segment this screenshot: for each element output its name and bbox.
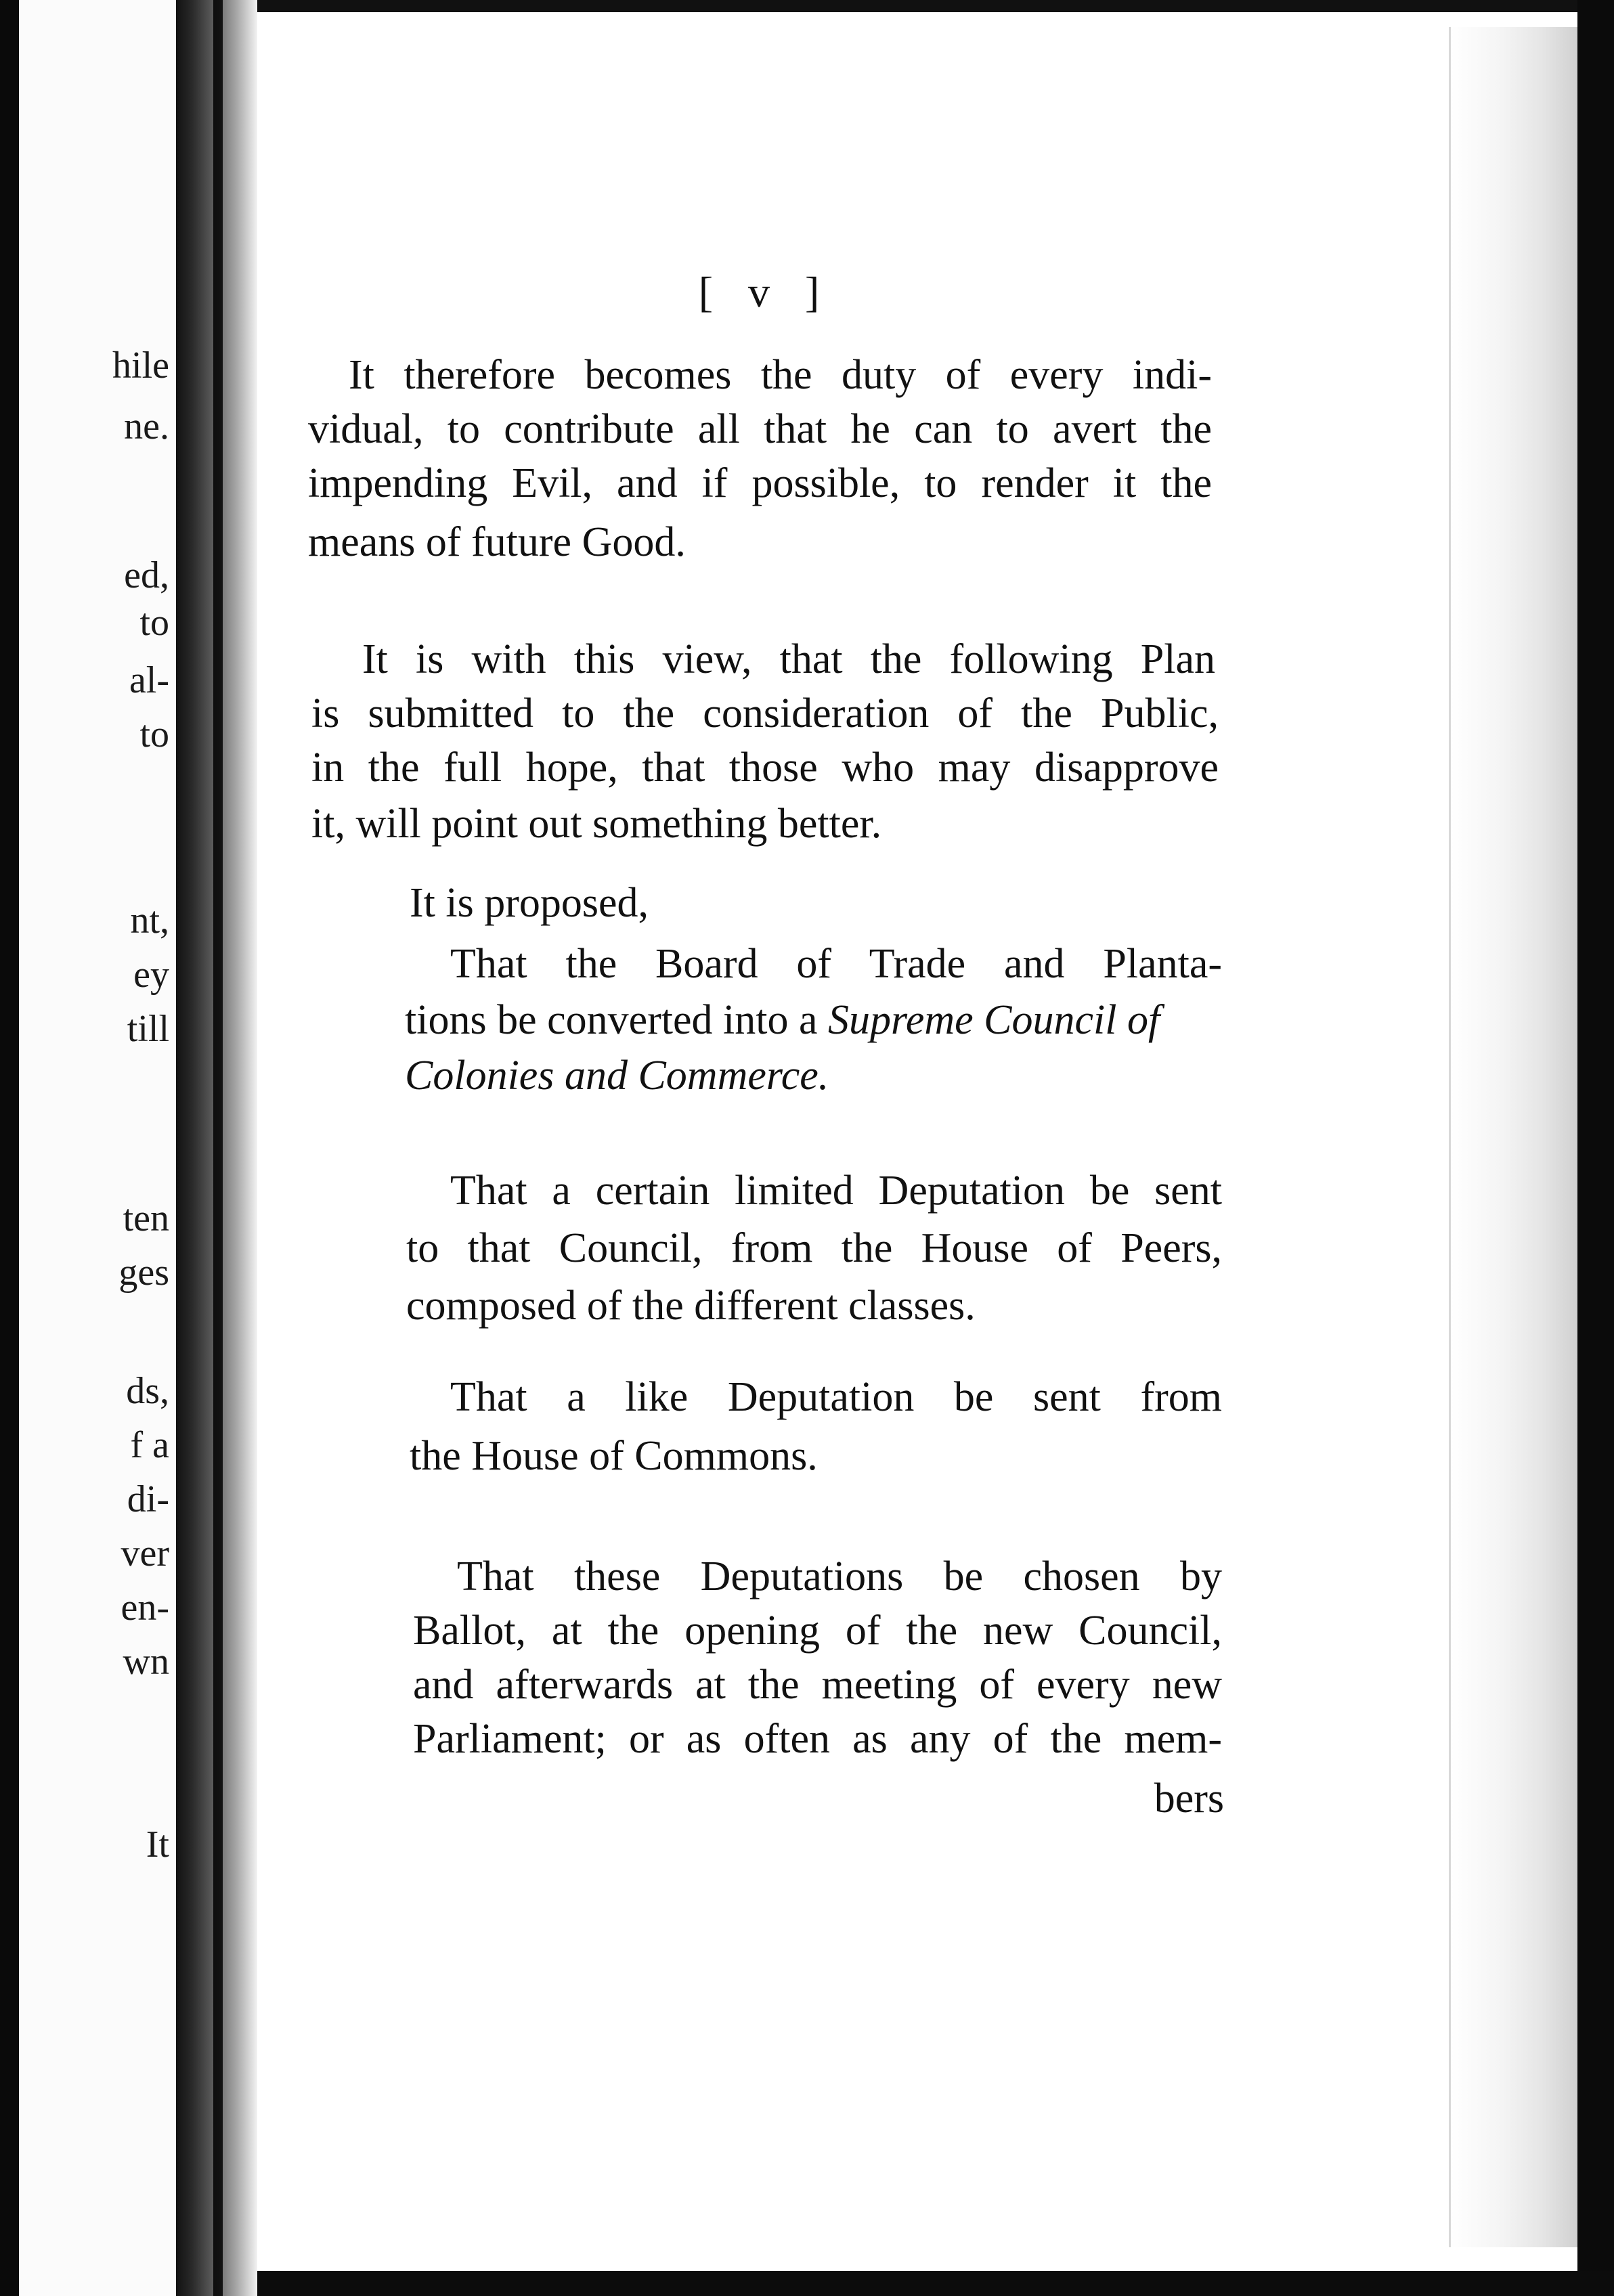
prev-fragment-line: to — [139, 713, 169, 755]
prev-fragment-line: al- — [129, 659, 169, 701]
catchword: bers — [1154, 1775, 1224, 1822]
body-line: impending Evil, and if possible, to render it the — [308, 460, 1212, 506]
body-line: It is proposed, — [410, 880, 649, 926]
body-line: It therefore becomes the duty of every indi- — [349, 352, 1212, 398]
body-line: Ballot, at the opening of the new Council, — [413, 1608, 1222, 1654]
spine-fold-shadow — [213, 0, 223, 2296]
prev-fragment-line: en- — [121, 1587, 169, 1629]
bottom-scan-border — [257, 2271, 1614, 2296]
prev-fragment-line: di- — [127, 1478, 169, 1520]
body-line: to that Council, from the House of Peers, — [406, 1225, 1222, 1271]
prev-fragment-line: ten — [123, 1197, 169, 1239]
prev-fragment-line: hile — [112, 345, 169, 387]
body-line-italic: Colonies and Commerce. — [405, 1053, 829, 1099]
prev-fragment-line: nt, — [130, 900, 169, 942]
prev-fragment-line: ne. — [124, 405, 169, 447]
body-line — [405, 994, 1160, 1046]
body-line-roman: tions be converted into a — [405, 997, 828, 1043]
body-line: means of future Good. — [308, 519, 686, 565]
body-line-italic: Supreme Council of — [828, 997, 1160, 1043]
body-line: That these Deputations be chosen by — [457, 1553, 1222, 1599]
prev-fragment-line: to — [139, 602, 169, 644]
body-line: composed of the different classes. — [406, 1283, 976, 1329]
body-line: in the full hope, that those who may disapprove — [311, 745, 1219, 791]
prev-fragment-line: ges — [118, 1252, 169, 1294]
page-right-edge — [1449, 27, 1579, 2247]
prev-fragment-line: ver — [121, 1532, 169, 1574]
body-line: That a like Deputation be sent from — [450, 1374, 1222, 1420]
prev-fragment-line: ed, — [124, 554, 169, 596]
prev-fragment-line: It — [146, 1824, 169, 1866]
prev-fragment-line: f a — [130, 1424, 169, 1466]
right-scan-border — [1577, 0, 1614, 2296]
body-line: Parliament; or as often as any of the mem- — [413, 1716, 1222, 1762]
top-scan-border — [257, 0, 1614, 12]
body-line: That a certain limited Deputation be sent — [450, 1168, 1222, 1214]
left-scan-border — [0, 0, 19, 2296]
body-line: it, will point out something better. — [311, 801, 882, 847]
prev-fragment-line: wn — [123, 1641, 169, 1683]
page-number-header: [ v ] — [698, 268, 832, 316]
body-line: is submitted to the consideration of the Public, — [311, 690, 1219, 736]
previous-page-fragment — [19, 0, 176, 2296]
body-line: It is with this view, that the following Plan — [362, 636, 1215, 682]
prev-fragment-line: till — [127, 1008, 169, 1050]
body-line: the House of Commons. — [410, 1433, 818, 1479]
main-page — [257, 0, 1564, 2296]
body-line: That the Board of Trade and Planta- — [450, 941, 1222, 987]
body-line: and afterwards at the meeting of every new — [413, 1662, 1222, 1708]
body-line: vidual, to contribute all that he can to avert the — [308, 406, 1212, 452]
prev-fragment-line: ey — [133, 954, 169, 996]
prev-fragment-line: ds, — [126, 1370, 169, 1412]
